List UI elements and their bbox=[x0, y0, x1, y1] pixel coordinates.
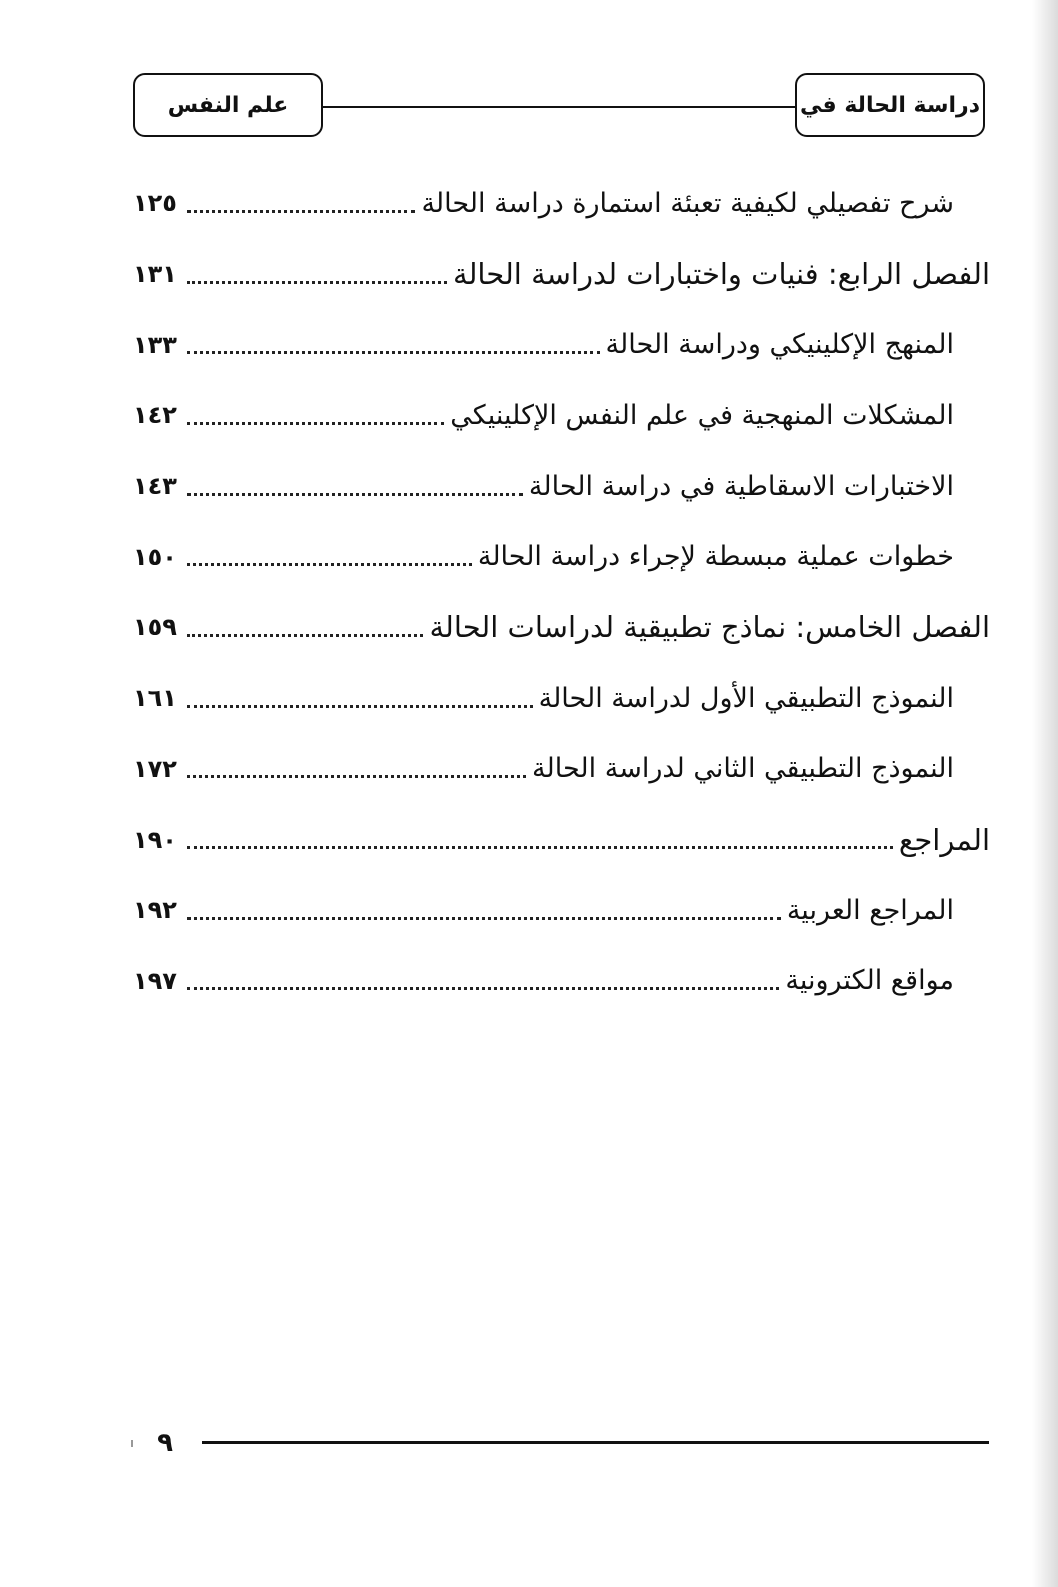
toc-entry-title: الاختبارات الاسقاطية في دراسة الحالة bbox=[528, 470, 954, 502]
toc-entry-page: ١٥٠ bbox=[133, 542, 177, 571]
toc-leader-dots bbox=[187, 987, 779, 990]
toc-entry bbox=[133, 521, 990, 592]
header-left-box bbox=[133, 73, 323, 137]
running-header bbox=[133, 73, 985, 141]
toc-entry-title: النموذج التطبيقي الثاني لدراسة الحالة bbox=[532, 753, 954, 785]
page-number: ٩ bbox=[157, 1428, 173, 1458]
toc-entry bbox=[133, 239, 990, 310]
toc-entry bbox=[133, 663, 990, 734]
toc-entry-title: الفصل الرابع: فنيات واختبارات لدراسة الحالة bbox=[453, 257, 990, 292]
toc-entry-page: ١٩٠ bbox=[133, 825, 177, 854]
toc-entry-page: ١٤٢ bbox=[133, 401, 177, 430]
toc-entry-title: المراجع bbox=[898, 822, 990, 857]
toc-leader-dots bbox=[187, 846, 893, 849]
toc-leader-dots bbox=[187, 705, 533, 708]
toc-entry bbox=[133, 946, 990, 1017]
toc-leader-dots bbox=[187, 917, 781, 920]
toc-entry-page: ١٣٣ bbox=[133, 330, 177, 359]
toc-entry bbox=[133, 734, 990, 805]
toc-leader-dots bbox=[187, 422, 444, 425]
toc-entry bbox=[133, 804, 990, 875]
page-edge-shadow bbox=[1032, 0, 1058, 1587]
toc-entry-title: المنهج الإكلينيكي ودراسة الحالة bbox=[605, 329, 954, 361]
toc-leader-dots bbox=[187, 775, 526, 778]
toc-entry-title: المراجع العربية bbox=[786, 894, 954, 926]
toc-entry-page: ١٢٥ bbox=[133, 189, 177, 218]
toc-entry bbox=[133, 875, 990, 946]
header-right-title: دراسة الحالة في bbox=[800, 92, 980, 118]
toc-entry bbox=[133, 451, 990, 522]
footer-rule bbox=[202, 1441, 989, 1444]
table-of-contents bbox=[133, 168, 990, 1016]
toc-leader-dots bbox=[187, 634, 423, 637]
header-rule bbox=[323, 106, 795, 108]
toc-entry-page: ١٩٧ bbox=[133, 966, 177, 995]
toc-entry-title: خطوات عملية مبسطة لإجراء دراسة الحالة bbox=[477, 541, 954, 573]
toc-entry-title: الفصل الخامس: نماذج تطبيقية لدراسات الحالة bbox=[429, 610, 990, 645]
toc-entry-page: ١٥٩ bbox=[133, 613, 177, 642]
toc-leader-dots bbox=[187, 563, 472, 566]
toc-entry bbox=[133, 380, 990, 451]
toc-entry-title: النموذج التطبيقي الأول لدراسة الحالة bbox=[538, 682, 954, 714]
footer-tick-mark bbox=[131, 1440, 133, 1447]
toc-entry-page: ١٧٢ bbox=[133, 754, 177, 783]
toc-entry-page: ١٤٣ bbox=[133, 472, 177, 501]
toc-entry-page: ١٩٢ bbox=[133, 896, 177, 925]
header-right-box bbox=[795, 73, 985, 137]
toc-entry-title: المشكلات المنهجية في علم النفس الإكلينيكي bbox=[450, 399, 954, 431]
toc-entry-page: ١٣١ bbox=[133, 260, 177, 289]
toc-entry bbox=[133, 168, 990, 239]
toc-leader-dots bbox=[187, 281, 447, 284]
toc-entry-title: مواقع الكترونية bbox=[785, 965, 954, 997]
toc-entry bbox=[133, 309, 990, 380]
toc-leader-dots bbox=[187, 493, 523, 496]
toc-leader-dots bbox=[187, 210, 415, 213]
toc-leader-dots bbox=[187, 351, 600, 354]
toc-entry-title: شرح تفصيلي لكيفية تعبئة استمارة دراسة الحالة bbox=[421, 187, 954, 219]
toc-entry-page: ١٦١ bbox=[133, 684, 177, 713]
header-left-title: علم النفس bbox=[167, 92, 289, 118]
toc-entry bbox=[133, 592, 990, 663]
